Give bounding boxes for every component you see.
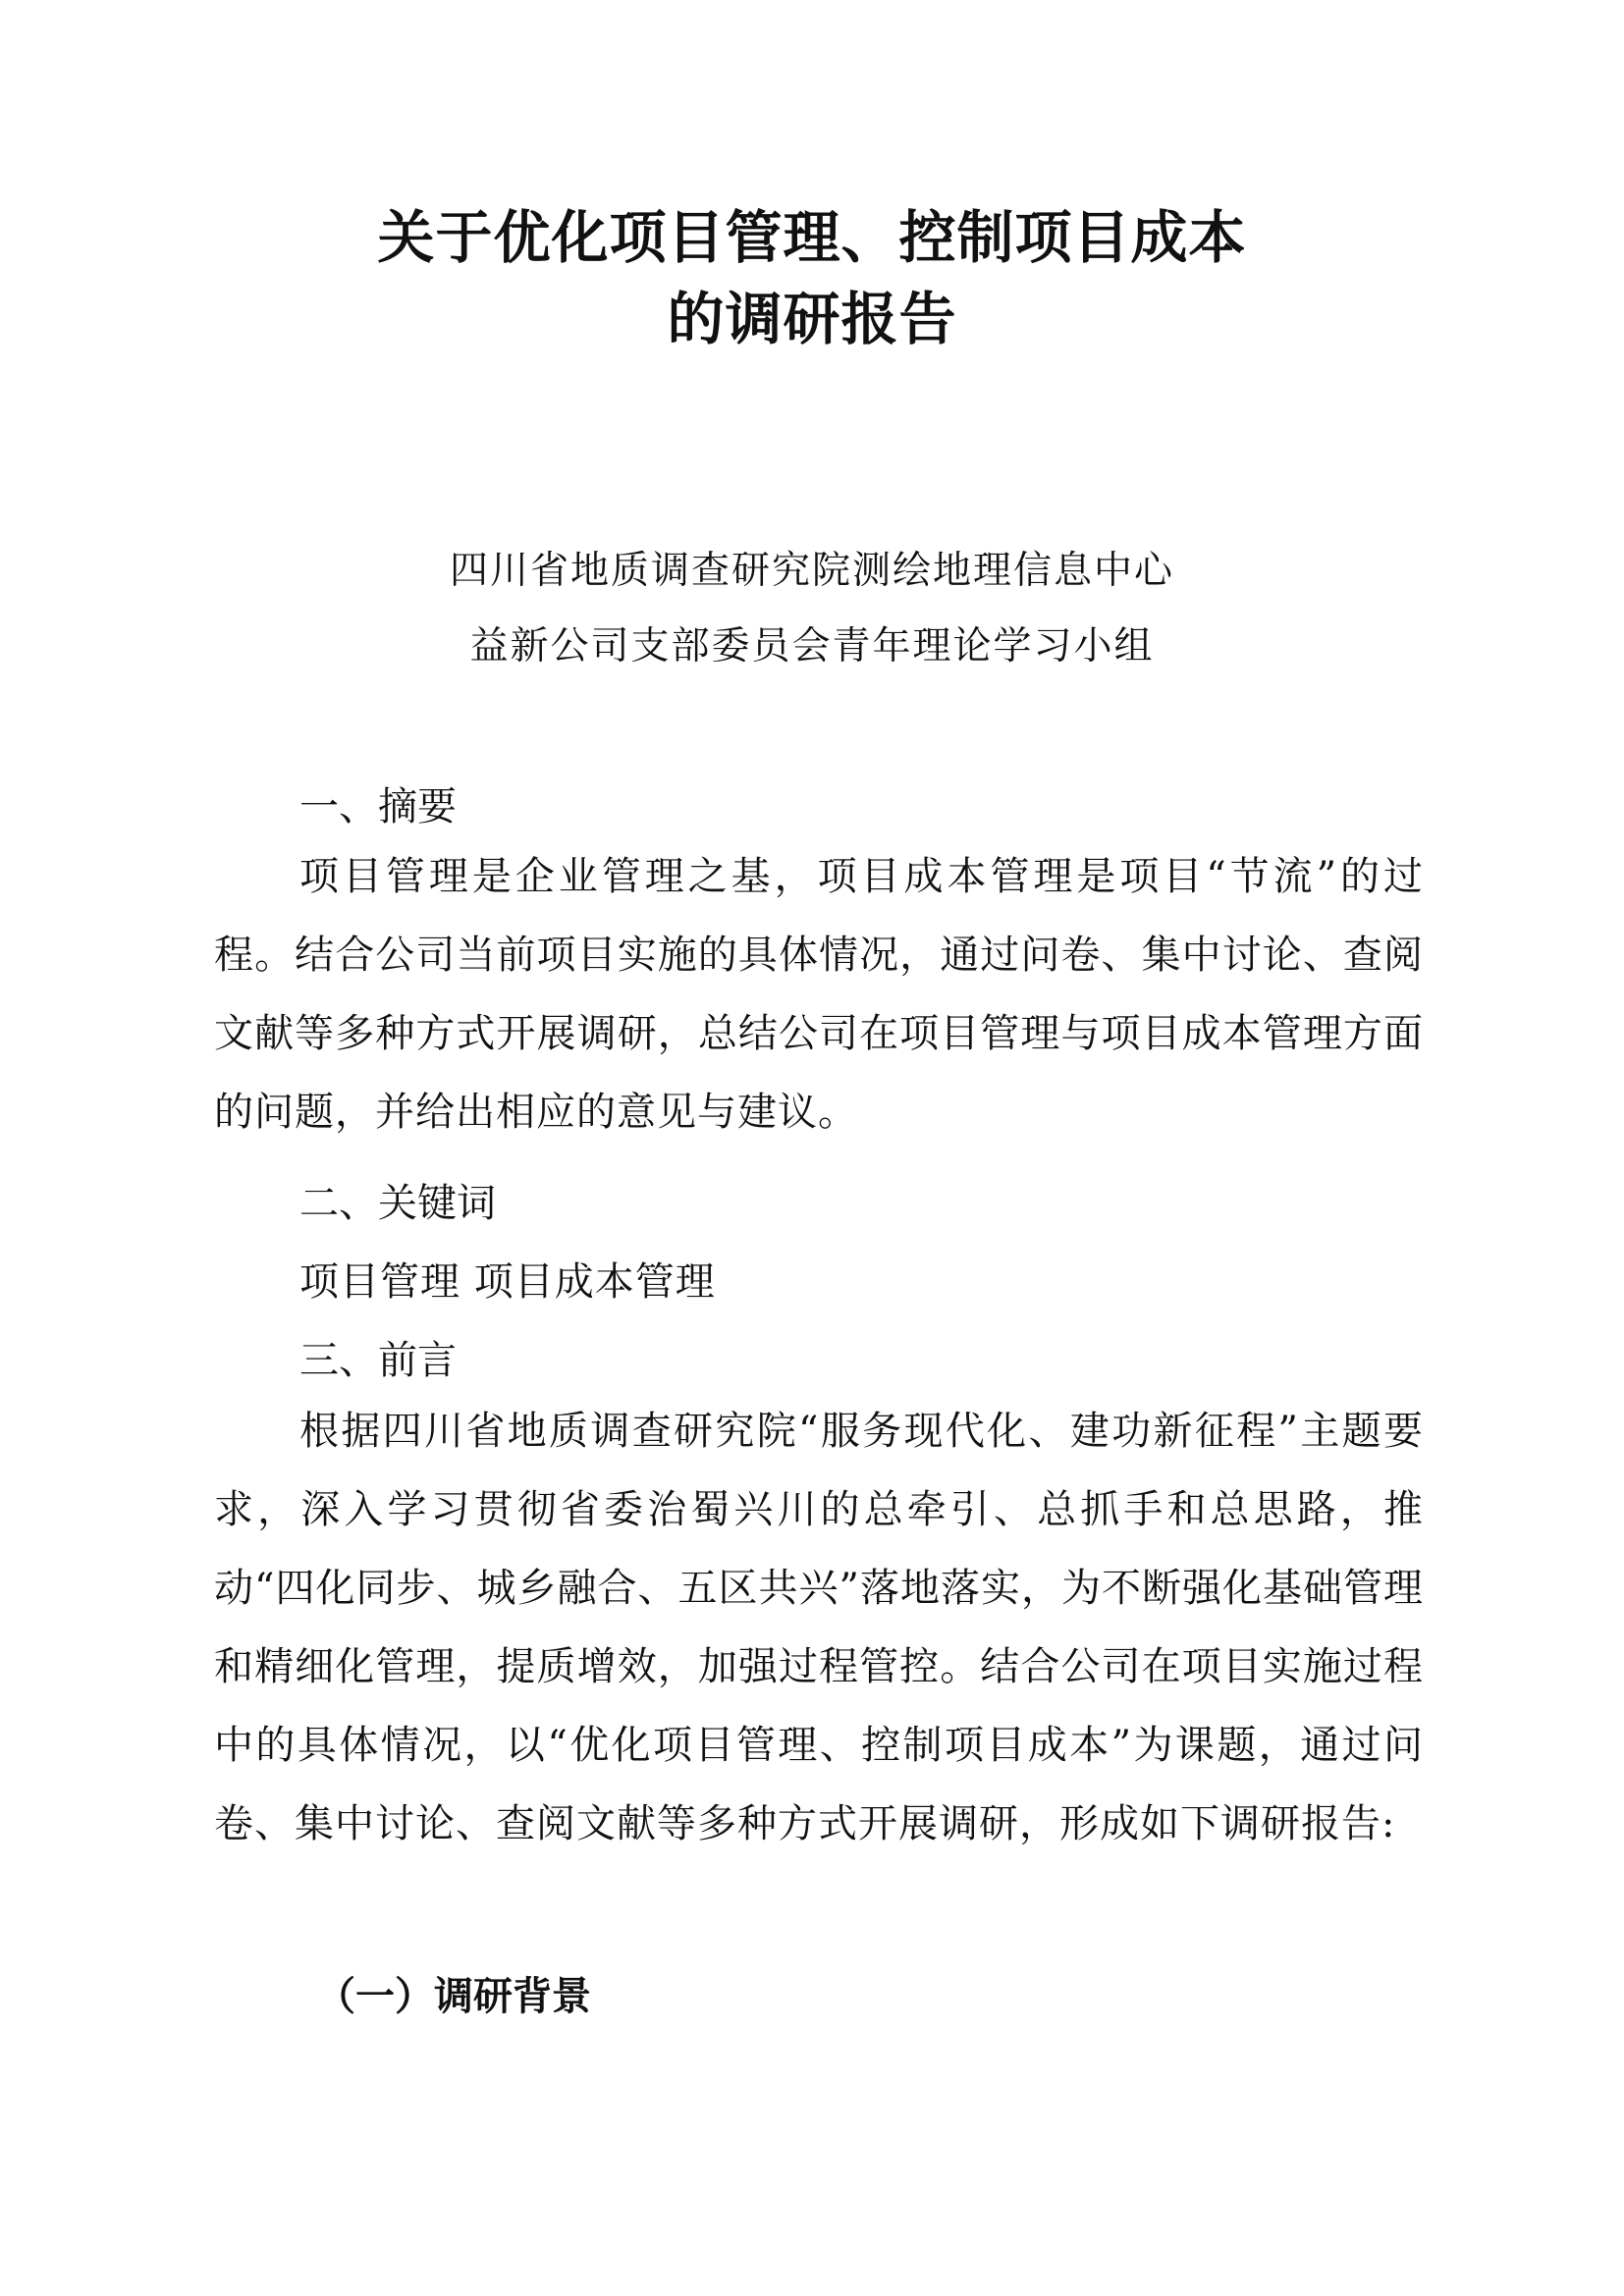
subsection-heading-background: （一）调研背景 (316, 1974, 591, 2019)
author-organization-line-2: 益新公司支部委员会青年理论学习小组 (469, 624, 1155, 668)
author-organization-line-1: 四川省地质调查研究院测绘地理信息中心 (449, 549, 1174, 593)
preface-paragraph: 根据四川省地质调查研究院“服务现代化、建功新征程”主题要求，深入学习贯彻省委治蜀兴川的总牵引、总抓手和总思路，推动“四化同步、城乡融合、五区共兴”落地落实，为不断强化基础管理和精细化管理，提质增效，加强过程管控。结合公司在项目实施过程中的具体情况，以“优化项目管理、控制项目成本”为课题，通过问卷、集中讨论、查阅文献等多种方式开展调研，形成如下调研报告: (214, 1409, 1424, 1846)
document-title-line-1: 关于优化项目管理、控制项目成本 (377, 204, 1247, 271)
keywords-text: 项目管理 项目成本管理 (299, 1259, 716, 1305)
document-title-line-2: 的调研报告 (667, 286, 957, 352)
abstract-paragraph: 项目管理是企业管理之基，项目成本管理是项目“节流”的过程。结合公司当前项目实施的具体情况，通过问卷、集中讨论、查阅文献等多种方式开展调研，总结公司在项目管理与项目成本管理方面的问题，并给出相应的意见与建议。 (214, 854, 1424, 1135)
section-heading-abstract: 一、摘要 (299, 784, 457, 829)
section-heading-preface: 三、前言 (299, 1338, 457, 1383)
section-heading-keywords: 二、关键词 (299, 1181, 496, 1226)
